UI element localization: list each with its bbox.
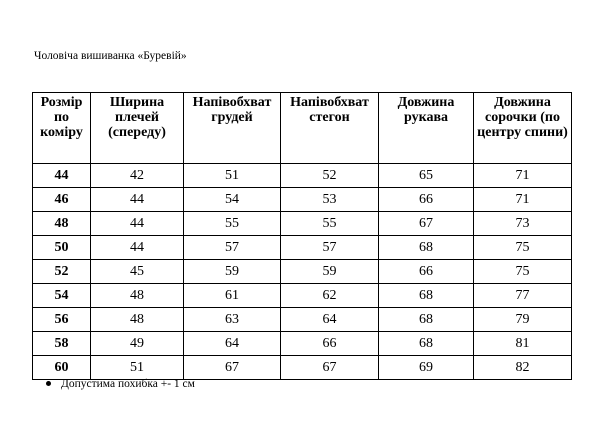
table-row: [33, 164, 572, 188]
header-shirt-length: Довжина сорочки (по центру спини): [474, 93, 572, 164]
chest-cell: 67: [184, 356, 281, 380]
header-half-chest: Напівобхват грудей: [184, 93, 281, 164]
shoulder-cell: 44: [91, 188, 184, 212]
table-row: [33, 284, 572, 308]
length-cell: 79: [474, 308, 572, 332]
bullet-dot-icon: [46, 381, 51, 386]
length-cell: 71: [474, 164, 572, 188]
chest-cell: 57: [184, 236, 281, 260]
shoulder-cell: 51: [91, 356, 184, 380]
hip-cell: 66: [281, 332, 379, 356]
chest-cell: 54: [184, 188, 281, 212]
size-chart-table: [32, 92, 572, 380]
header-sleeve-length: Довжина рукава: [379, 93, 474, 164]
size-cell: 58: [33, 332, 91, 356]
length-cell: 75: [474, 260, 572, 284]
shoulder-cell: 44: [91, 212, 184, 236]
sleeve-cell: 68: [379, 308, 474, 332]
table-row: [33, 356, 572, 380]
chest-cell: 61: [184, 284, 281, 308]
table-header-row: [33, 93, 572, 164]
sleeve-cell: 67: [379, 212, 474, 236]
length-cell: 73: [474, 212, 572, 236]
sleeve-cell: 69: [379, 356, 474, 380]
length-cell: 77: [474, 284, 572, 308]
hip-cell: 53: [281, 188, 379, 212]
chest-cell: 51: [184, 164, 281, 188]
chest-cell: 63: [184, 308, 281, 332]
header-shoulder-width: Ширина плечей (спереду): [91, 93, 184, 164]
size-cell: 52: [33, 260, 91, 284]
size-cell: 60: [33, 356, 91, 380]
sleeve-cell: 68: [379, 284, 474, 308]
shoulder-cell: 45: [91, 260, 184, 284]
table-row: [33, 332, 572, 356]
size-cell: 46: [33, 188, 91, 212]
size-cell: 56: [33, 308, 91, 332]
hip-cell: 62: [281, 284, 379, 308]
length-cell: 75: [474, 236, 572, 260]
chest-cell: 59: [184, 260, 281, 284]
header-collar-size: Розмір по коміру: [33, 93, 91, 164]
shoulder-cell: 44: [91, 236, 184, 260]
size-cell: 50: [33, 236, 91, 260]
table-row: [33, 308, 572, 332]
shoulder-cell: 42: [91, 164, 184, 188]
sleeve-cell: 66: [379, 188, 474, 212]
hip-cell: 52: [281, 164, 379, 188]
length-cell: 82: [474, 356, 572, 380]
tolerance-note: [46, 377, 195, 391]
sleeve-cell: 65: [379, 164, 474, 188]
chest-cell: 64: [184, 332, 281, 356]
header-half-hip: Напівобхват стегон: [281, 93, 379, 164]
hip-cell: 64: [281, 308, 379, 332]
sleeve-cell: 68: [379, 236, 474, 260]
table-row: [33, 260, 572, 284]
size-cell: 54: [33, 284, 91, 308]
size-cell: 48: [33, 212, 91, 236]
table-body: [33, 164, 572, 380]
size-cell: 44: [33, 164, 91, 188]
hip-cell: 55: [281, 212, 379, 236]
shoulder-cell: 48: [91, 308, 184, 332]
sleeve-cell: 68: [379, 332, 474, 356]
document-title: Чоловіча вишиванка «Буревій»: [34, 50, 187, 62]
hip-cell: 67: [281, 356, 379, 380]
table-row: [33, 236, 572, 260]
sleeve-cell: 66: [379, 260, 474, 284]
length-cell: 81: [474, 332, 572, 356]
shoulder-cell: 48: [91, 284, 184, 308]
table-row: [33, 212, 572, 236]
length-cell: 71: [474, 188, 572, 212]
tolerance-note-text: Допустима похибка +- 1 см: [61, 378, 195, 390]
hip-cell: 59: [281, 260, 379, 284]
hip-cell: 57: [281, 236, 379, 260]
shoulder-cell: 49: [91, 332, 184, 356]
table-row: [33, 188, 572, 212]
chest-cell: 55: [184, 212, 281, 236]
